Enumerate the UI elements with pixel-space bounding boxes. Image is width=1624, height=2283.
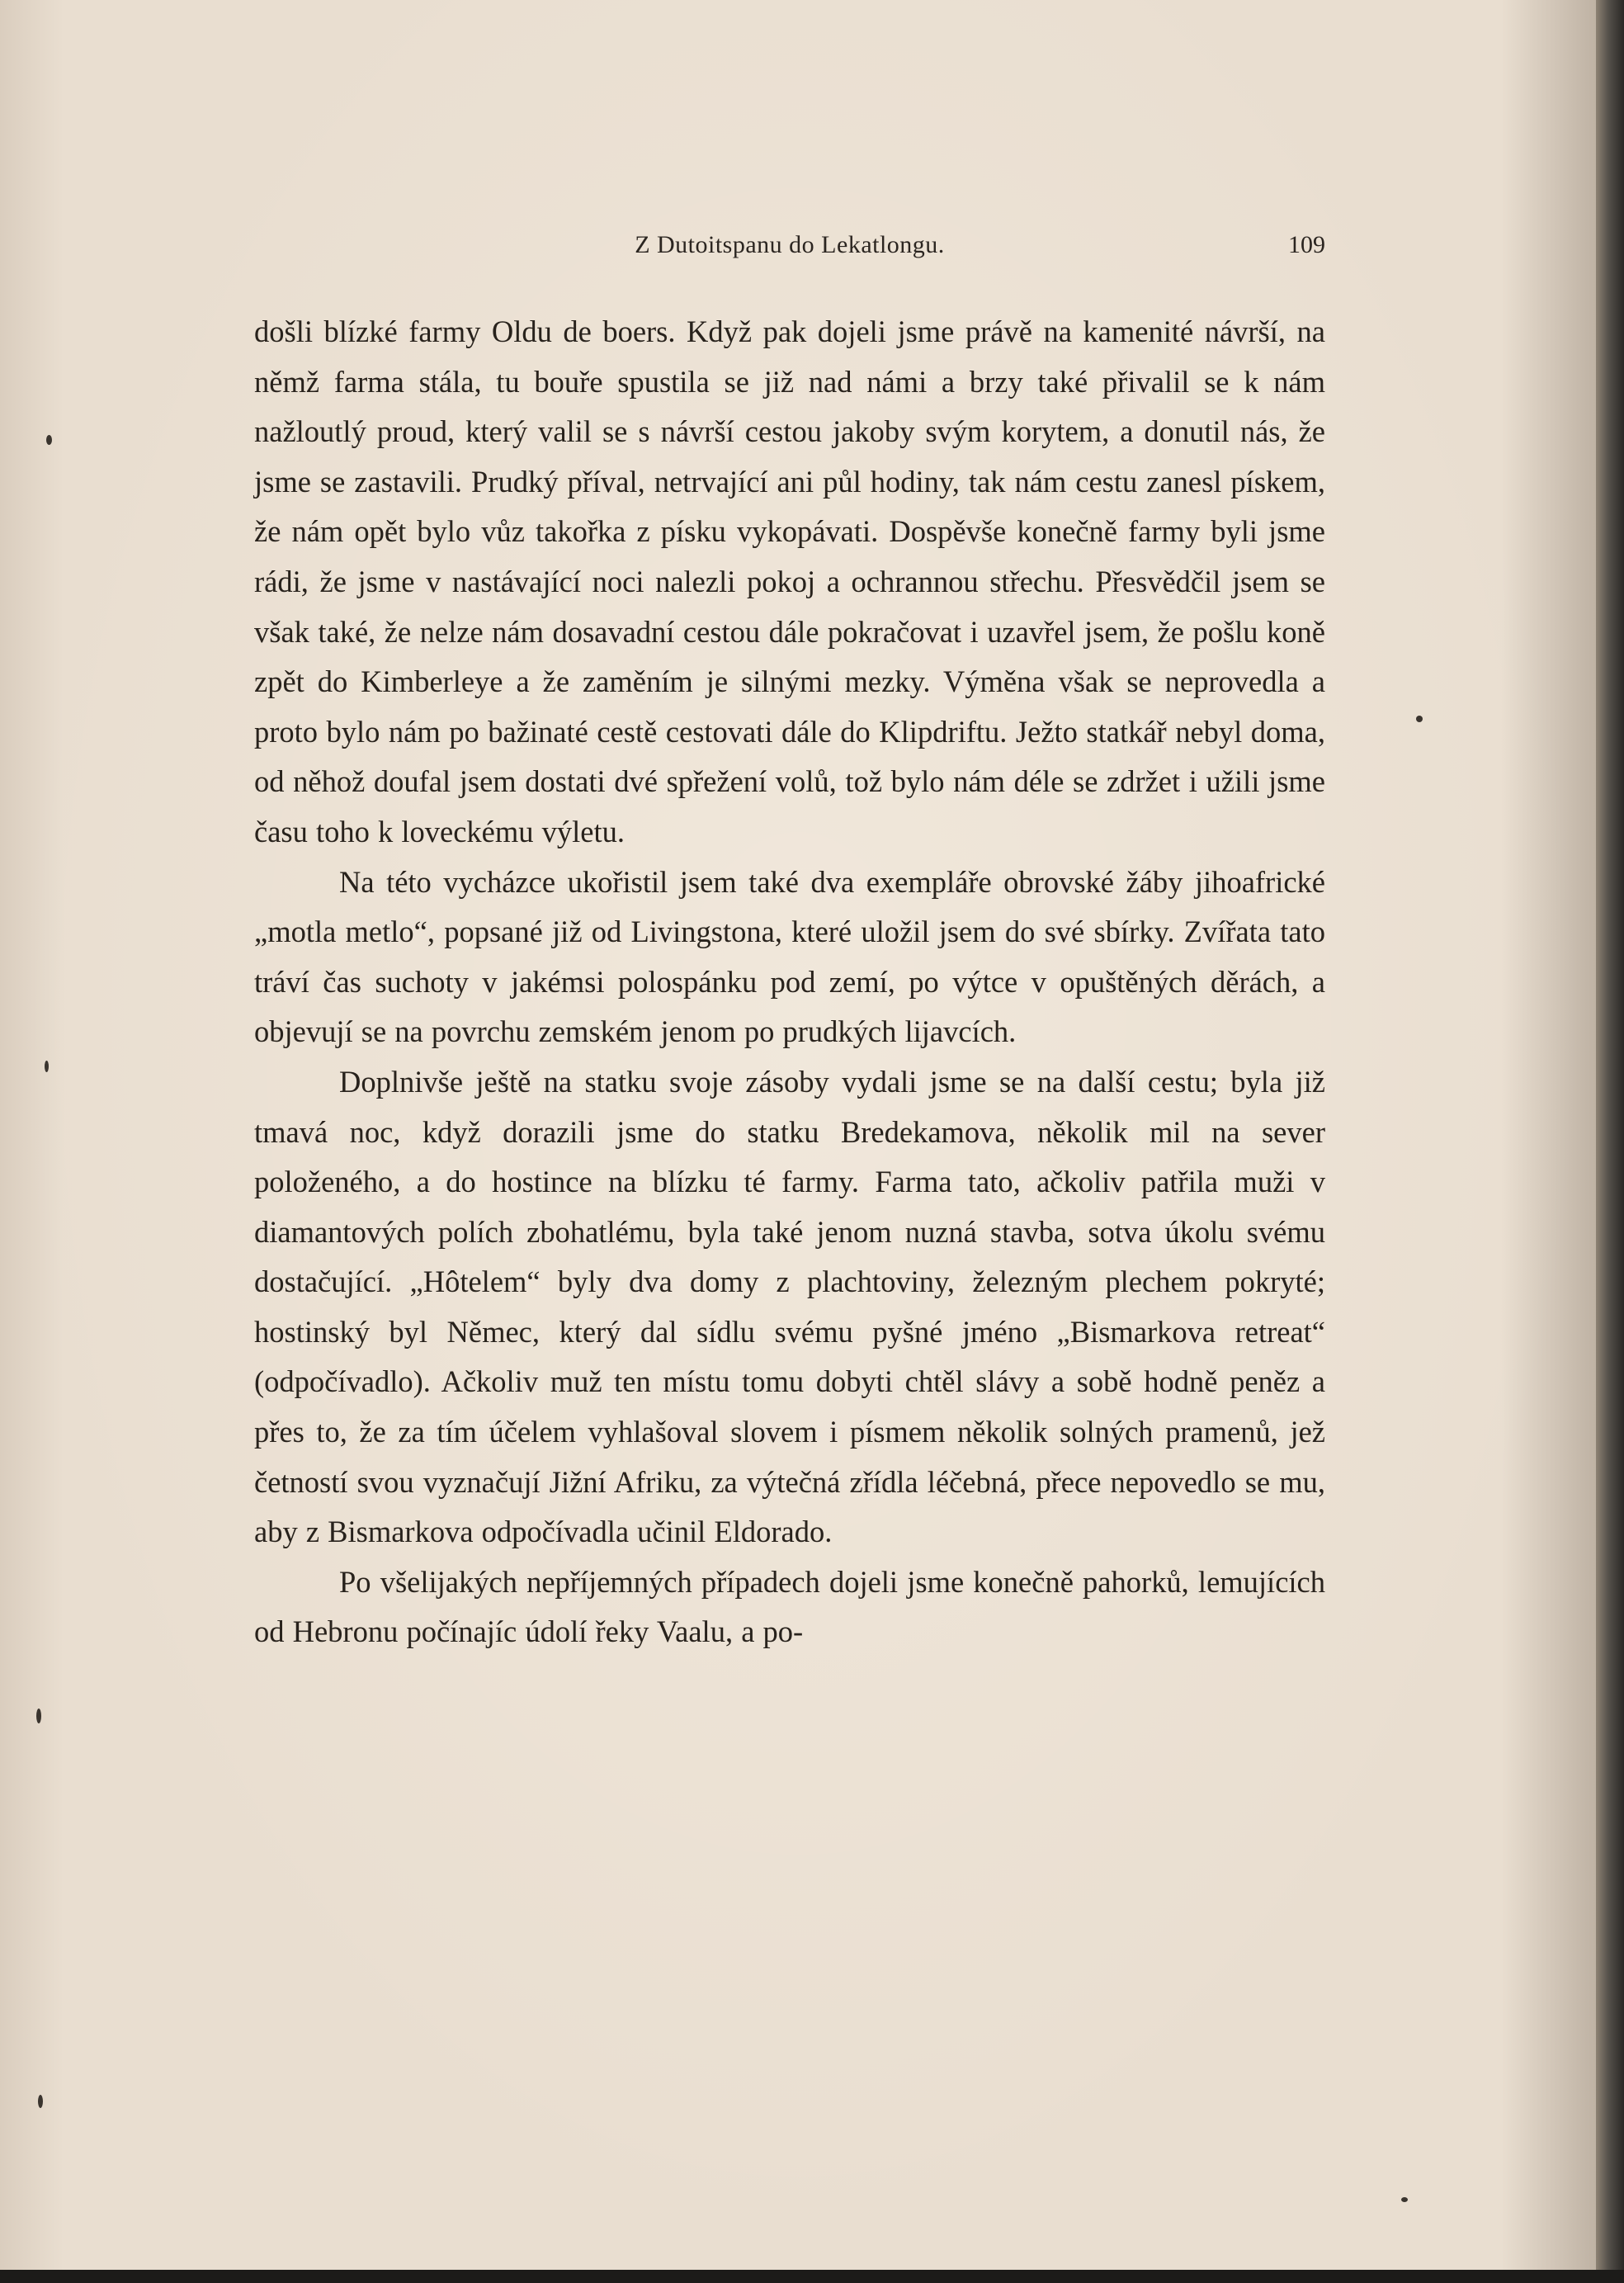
- page-edge: [1596, 0, 1624, 2270]
- paper-speck: [46, 435, 52, 445]
- page-number: 109: [1288, 231, 1325, 258]
- paragraph: Na této vycházce ukořistil jsem také dva exempláře obrovské žáby jihoafrické „motla metlo“, popsané již od Livingstona, které uložil jsem do své sbírky. Zvířata tato tráví čas suchoty v jakémsi polospánku pod zemí, po výtce v opuštěných děrách, a objevují se na povrchu zemském jenom po prudkých lijavcích.: [254, 864, 1325, 1049]
- paper-speck: [1416, 716, 1423, 722]
- bottom-edge: [0, 2270, 1624, 2283]
- paper-speck: [1401, 2197, 1408, 2202]
- paper-speck: [45, 1061, 49, 1072]
- paper-speck: [38, 2095, 43, 2108]
- body-text: [254, 307, 1325, 1657]
- paper-speck: [36, 1709, 41, 1723]
- running-title: Z Dutoitspanu do Lekatlongu.: [635, 231, 945, 258]
- paragraph: Po všelijakých nepříjemných případech dojeli jsme konečně pahorků, lemujících od Hebronu počínajíc údolí řeky Vaalu, a po-: [254, 1564, 1325, 1649]
- paragraph: Doplnivše ještě na statku svoje zásoby vydali jsme se na další cestu; byla již tmavá noc, když dorazili jsme do statku Bredekamova, několik mil na sever položeného, a do hostince na blízku té farmy. Farma tato, ačkoliv patřila muži v diamantových polích zbohatlému, byla také jenom nuzná stavba, sotva úkolu svému dostačující. „Hôtelem“ byly dva domy z plachtoviny, železným plechem pokryté; hostinský byl Němec, který dal sídlu svému pyšné jméno „Bismarkova retreat“ (odpočívadlo). Ačkoliv muž ten místu tomu dobyti chtěl slávy a sobě hodně peněz a přes to, že za tím účelem vyhlašoval slovem i písmem několik solných pramenů, jež četností svou vyznačují Jižní Afriku, za výtečná zřídla léčebná, přece nepovedlo se mu, aby z Bismarkova odpočívadla učinil Eldorado.: [254, 1064, 1325, 1549]
- running-head: [254, 223, 1325, 266]
- paragraph: došli blízké farmy Oldu de boers. Když pak dojeli jsme právě na kamenité návrší, na němž farma stála, tu bouře spustila se již nad námi a brzy také přivalil se k nám nažloutlý proud, který valil se s návrší cestou jakoby svým korytem, a donutil nás, že jsme se zastavili. Prudký příval, netrvající ani půl hodiny, tak nám cestu zanesl pískem, že nám opět bylo vůz takořka z písku vykopávati. Dospěvše konečně farmy byli jsme rádi, že jsme v nastávající noci nalezli pokoj a ochrannou střechu. Přesvědčil jsem se však také, že nelze nám dosavadní cestou dále pokračovat i uzavřel jsem, že pošlu koně zpět do Kimberleye a že zaměním je silnými mezky. Výměna však se neprovedla a proto bylo nám po bažinaté cestě cestovati dále do Klipdriftu. Ježto statkář nebyl doma, od něhož doufal jsem dostati dvé spřežení volů, tož bylo nám déle se zdržet i užili jsme času toho k loveckému výletu.: [254, 314, 1325, 848]
